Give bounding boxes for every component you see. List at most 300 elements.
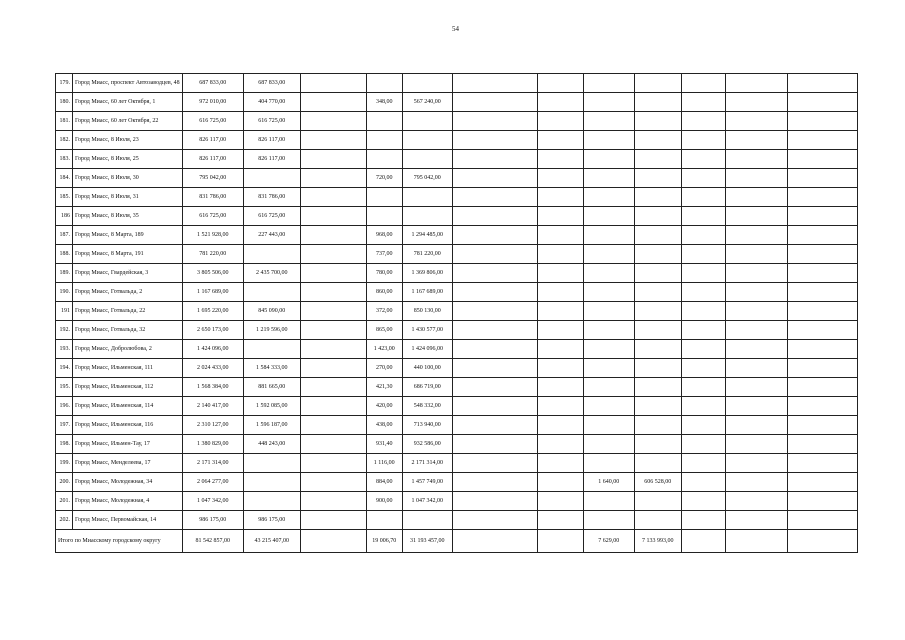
value-cell [725,150,787,169]
value-cell: 420,00 [366,397,402,416]
value-cell [452,473,537,492]
table-row [56,340,858,359]
page-number: 54 [452,25,459,33]
row-number: 179. [56,74,73,93]
value-cell [725,226,787,245]
value-cell [787,397,857,416]
value-cell [300,226,366,245]
value-cell [634,131,681,150]
value-cell [366,131,402,150]
value-cell: 687 833,00 [182,74,243,93]
address-cell: Город Миасс, 8 Июля, 35 [73,207,183,226]
value-cell: 972 010,00 [182,93,243,112]
value-cell [300,397,366,416]
value-cell [402,150,452,169]
value-cell: 826 117,00 [243,131,300,150]
value-cell [681,188,725,207]
value-cell [583,492,634,511]
value-cell [634,169,681,188]
value-cell [787,93,857,112]
row-number: 192. [56,321,73,340]
value-cell [243,245,300,264]
value-cell [402,511,452,530]
value-cell [300,321,366,340]
value-cell: 986 175,00 [243,511,300,530]
value-cell: 713 940,00 [402,416,452,435]
value-cell [681,302,725,321]
value-cell [725,416,787,435]
value-cell [681,112,725,131]
value-cell [725,378,787,397]
value-cell [366,511,402,530]
value-cell [452,359,537,378]
value-cell [634,112,681,131]
total-value-cell: 43 215 407,00 [243,530,300,553]
value-cell: 2 140 417,00 [182,397,243,416]
table-row [56,416,858,435]
value-cell [366,150,402,169]
value-cell [452,207,537,226]
value-cell [583,207,634,226]
value-cell [787,74,857,93]
value-cell: 1 430 577,00 [402,321,452,340]
value-cell [583,397,634,416]
value-cell: 686 719,00 [402,378,452,397]
value-cell [787,416,857,435]
address-cell: Город Миасс, Готвальда, 2 [73,283,183,302]
value-cell [452,435,537,454]
value-cell [402,74,452,93]
address-cell: Город Миасс, Ильменская, 112 [73,378,183,397]
value-cell [681,131,725,150]
value-cell [452,511,537,530]
row-number: 182. [56,131,73,150]
value-cell [787,473,857,492]
value-cell: 884,00 [366,473,402,492]
table-row [56,397,858,416]
value-cell [583,150,634,169]
value-cell [452,454,537,473]
value-cell [634,74,681,93]
row-number: 201. [56,492,73,511]
value-cell [681,74,725,93]
value-cell: 1 423,00 [366,340,402,359]
table-row [56,207,858,226]
row-number: 187. [56,226,73,245]
value-cell [681,359,725,378]
value-cell: 737,00 [366,245,402,264]
value-cell [537,492,583,511]
value-cell [300,93,366,112]
value-cell [402,207,452,226]
value-cell [452,283,537,302]
address-cell: Город Миасс, проспект Автозаводцев, 48 [73,74,183,93]
row-number: 184. [56,169,73,188]
value-cell [452,226,537,245]
value-cell [725,435,787,454]
value-cell [787,511,857,530]
value-cell [537,150,583,169]
value-cell [583,264,634,283]
value-cell [681,207,725,226]
total-row [56,530,858,553]
value-cell [300,74,366,93]
value-cell [583,340,634,359]
value-cell: 831 786,00 [182,188,243,207]
value-cell: 606 528,00 [634,473,681,492]
total-value-cell: 7 133 993,00 [634,530,681,553]
address-cell: Город Миасс, Ильмен-Тау, 17 [73,435,183,454]
address-cell: Город Миасс, 8 Июля, 31 [73,188,183,207]
value-cell [537,340,583,359]
value-cell [787,112,857,131]
row-number: 191 [56,302,73,321]
value-cell [787,264,857,283]
value-cell [787,321,857,340]
value-cell [725,359,787,378]
value-cell [681,340,725,359]
address-cell: Город Миасс, Молодежная, 4 [73,492,183,511]
value-cell [452,150,537,169]
value-cell: 1 596 187,00 [243,416,300,435]
address-cell: Город Миасс, 8 Июля, 30 [73,169,183,188]
value-cell [634,511,681,530]
value-cell [725,511,787,530]
row-number: 194. [56,359,73,378]
value-cell [787,131,857,150]
value-cell [787,245,857,264]
value-cell [452,378,537,397]
value-cell [452,416,537,435]
table-row [56,226,858,245]
value-cell [452,74,537,93]
address-cell: Город Миасс, 60 лет Октября, 22 [73,112,183,131]
value-cell: 1 047 342,00 [402,492,452,511]
value-cell [583,226,634,245]
value-cell: 795 042,00 [402,169,452,188]
value-cell: 616 725,00 [182,207,243,226]
value-cell [452,397,537,416]
value-cell [300,112,366,131]
value-cell [725,74,787,93]
value-cell [725,302,787,321]
value-cell [300,511,366,530]
value-cell [452,264,537,283]
value-cell: 795 042,00 [182,169,243,188]
value-cell [634,454,681,473]
value-cell [537,435,583,454]
total-label: Итого по Миасскому городскому округу [56,530,183,553]
value-cell: 1 640,00 [583,473,634,492]
value-cell: 567 240,00 [402,93,452,112]
table-row [56,93,858,112]
value-cell [634,207,681,226]
value-cell [537,397,583,416]
value-cell: 1 521 928,00 [182,226,243,245]
value-cell [300,283,366,302]
total-value-cell: 81 542 857,00 [182,530,243,553]
value-cell [537,169,583,188]
row-number: 189. [56,264,73,283]
value-cell [243,169,300,188]
value-cell: 270,00 [366,359,402,378]
value-cell [681,378,725,397]
value-cell: 826 117,00 [182,131,243,150]
value-cell [402,188,452,207]
value-cell: 440 100,00 [402,359,452,378]
value-cell: 2 024 433,00 [182,359,243,378]
value-cell [300,473,366,492]
value-cell: 986 175,00 [182,511,243,530]
value-cell: 616 725,00 [243,112,300,131]
value-cell: 1 219 596,00 [243,321,300,340]
value-cell [243,283,300,302]
table-row [56,473,858,492]
value-cell [725,454,787,473]
value-cell: 1 584 333,00 [243,359,300,378]
value-cell [634,226,681,245]
value-cell [787,340,857,359]
value-cell [300,340,366,359]
value-cell: 850 130,00 [402,302,452,321]
value-cell [725,207,787,226]
address-cell: Город Миасс, Ильменская, 114 [73,397,183,416]
value-cell [681,245,725,264]
value-cell [537,454,583,473]
value-cell [787,454,857,473]
value-cell: 865,00 [366,321,402,340]
value-cell: 1 369 806,00 [402,264,452,283]
value-cell [787,378,857,397]
value-cell [537,93,583,112]
value-cell: 1 167 689,00 [402,283,452,302]
row-number: 197. [56,416,73,435]
table-row [56,511,858,530]
value-cell [725,492,787,511]
value-cell [537,359,583,378]
value-cell: 1 568 384,00 [182,378,243,397]
address-cell: Город Миасс, Добролюбова, 2 [73,340,183,359]
value-cell [537,131,583,150]
value-cell [452,340,537,359]
value-cell [634,492,681,511]
value-cell [452,188,537,207]
table-row [56,112,858,131]
value-cell [583,359,634,378]
address-cell: Город Миасс, 8 Июля, 23 [73,131,183,150]
value-cell [725,131,787,150]
value-cell [681,264,725,283]
row-number: 185. [56,188,73,207]
value-cell [300,188,366,207]
address-cell: Город Миасс, Молодежная, 34 [73,473,183,492]
value-cell [300,454,366,473]
row-number: 200. [56,473,73,492]
value-cell: 1 294 485,00 [402,226,452,245]
row-number: 202. [56,511,73,530]
value-cell [583,321,634,340]
value-cell [787,359,857,378]
value-cell: 968,00 [366,226,402,245]
value-cell: 826 117,00 [182,150,243,169]
table-row [56,302,858,321]
value-cell: 931,40 [366,435,402,454]
value-cell [537,207,583,226]
value-cell: 1 116,00 [366,454,402,473]
value-cell [725,245,787,264]
value-cell [583,454,634,473]
value-cell [725,169,787,188]
row-number: 190. [56,283,73,302]
value-cell [300,150,366,169]
value-cell [300,264,366,283]
total-value-cell [452,530,537,553]
value-cell: 1 695 220,00 [182,302,243,321]
value-cell [634,435,681,454]
value-cell [634,302,681,321]
row-number: 196. [56,397,73,416]
address-cell: Город Миасс, 8 Марта, 189 [73,226,183,245]
value-cell: 1 424 096,00 [182,340,243,359]
value-cell [583,302,634,321]
value-cell [366,74,402,93]
value-cell: 2 650 173,00 [182,321,243,340]
value-cell [634,150,681,169]
table-row [56,321,858,340]
value-cell [634,378,681,397]
value-cell [634,264,681,283]
address-cell: Город Миасс, Ильменская, 111 [73,359,183,378]
row-number: 195. [56,378,73,397]
value-cell [300,245,366,264]
value-cell [634,340,681,359]
value-cell: 881 665,00 [243,378,300,397]
value-cell [725,283,787,302]
row-number: 180. [56,93,73,112]
value-cell [537,74,583,93]
table-row [56,283,858,302]
value-cell: 781 220,00 [402,245,452,264]
address-cell: Город Миасс, Ильменская, 116 [73,416,183,435]
value-cell [787,226,857,245]
table-row [56,492,858,511]
value-cell [583,511,634,530]
value-cell: 421,30 [366,378,402,397]
value-cell [402,112,452,131]
value-cell [402,131,452,150]
value-cell [725,93,787,112]
total-value-cell [537,530,583,553]
table-row [56,378,858,397]
value-cell [787,169,857,188]
value-cell [787,150,857,169]
value-cell [725,188,787,207]
value-cell [537,302,583,321]
value-cell [681,416,725,435]
value-cell [681,226,725,245]
value-cell [681,454,725,473]
value-cell [725,112,787,131]
value-cell [300,416,366,435]
value-cell: 404 770,00 [243,93,300,112]
value-cell: 687 833,00 [243,74,300,93]
value-cell [452,245,537,264]
table-row [56,454,858,473]
value-cell [366,188,402,207]
value-cell [537,264,583,283]
table-row [56,188,858,207]
value-cell [300,131,366,150]
value-cell [300,207,366,226]
row-number: 183. [56,150,73,169]
table-body [56,74,858,553]
table-row [56,245,858,264]
value-cell [537,112,583,131]
value-cell [300,378,366,397]
address-cell: Город Миасс, Готвальда, 32 [73,321,183,340]
value-cell: 720,00 [366,169,402,188]
value-cell: 831 786,00 [243,188,300,207]
row-number: 186 [56,207,73,226]
value-cell [681,150,725,169]
value-cell: 1 457 749,00 [402,473,452,492]
value-cell [725,473,787,492]
value-cell [725,397,787,416]
address-cell: Город Миасс, 8 Июля, 25 [73,150,183,169]
value-cell [243,340,300,359]
table-row [56,131,858,150]
value-cell [681,435,725,454]
value-cell [452,321,537,340]
value-cell [452,93,537,112]
value-cell [583,435,634,454]
value-cell: 860,00 [366,283,402,302]
value-cell [634,359,681,378]
value-cell [681,283,725,302]
value-cell: 448 243,00 [243,435,300,454]
address-cell: Город Миасс, Гвардейская, 3 [73,264,183,283]
value-cell: 1 424 096,00 [402,340,452,359]
table-row [56,264,858,283]
total-value-cell: 31 193 457,00 [402,530,452,553]
value-cell [366,112,402,131]
value-cell [583,416,634,435]
value-cell [787,302,857,321]
row-number: 188. [56,245,73,264]
value-cell [681,473,725,492]
table-row [56,169,858,188]
value-cell: 438,00 [366,416,402,435]
value-cell [583,378,634,397]
value-cell [634,321,681,340]
total-value-cell [787,530,857,553]
value-cell: 932 586,00 [402,435,452,454]
value-cell [787,207,857,226]
value-cell: 781 220,00 [182,245,243,264]
value-cell [583,112,634,131]
value-cell [787,188,857,207]
value-cell [787,435,857,454]
value-cell: 2 310 127,00 [182,416,243,435]
value-cell [452,169,537,188]
value-cell [537,188,583,207]
value-cell [725,264,787,283]
value-cell: 1 167 689,00 [182,283,243,302]
value-cell [583,169,634,188]
value-cell [537,226,583,245]
value-cell: 3 805 506,00 [182,264,243,283]
value-cell: 1 380 829,00 [182,435,243,454]
